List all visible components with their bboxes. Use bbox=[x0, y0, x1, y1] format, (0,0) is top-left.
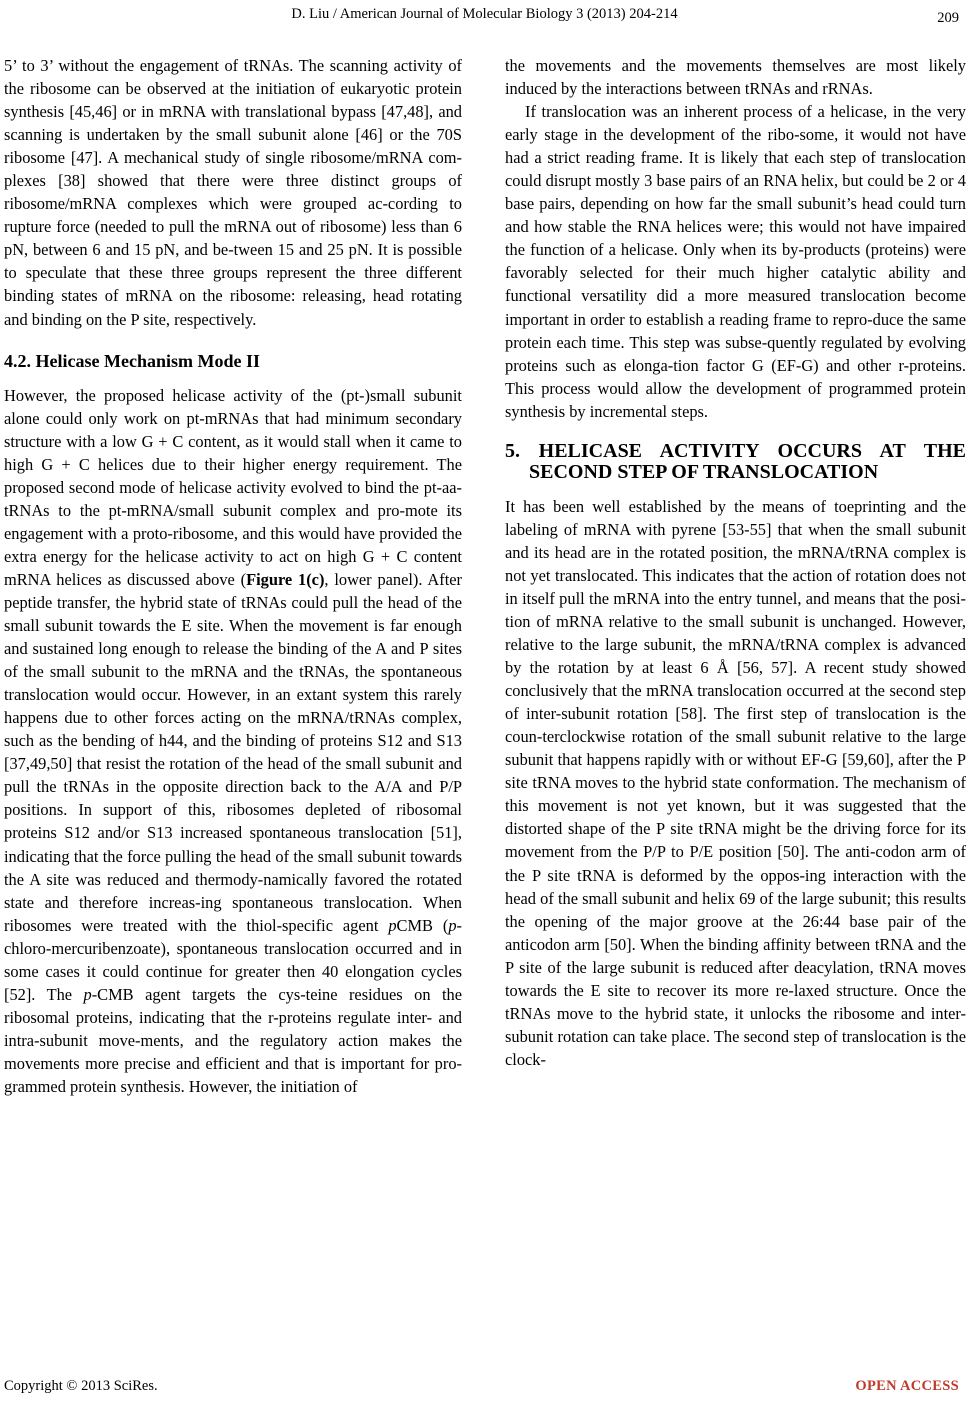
running-title: D. Liu / American Journal of Molecular Biology 3 (2013) 204-214 bbox=[291, 6, 678, 22]
paragraph-translocation-helicase: If translocation was an inherent process of a helicase, in the very early stage in the development of the ribo-some, it would not have had a strict reading frame. It is likely that each step of translocation could disrupt mostly 3 base pairs of an RNA helix, but could be 2 or 4 base pairs, depending on how far the small subunit’s head could turn and how stable the RNA helices were; this would not have impaired the function of a helicase. Only when its by-products (proteins) were favorably selected for their much higher catalytic ability and functional versatility did a more measured translocation become important in order to establish a reading frame to repro-duce the same protein each time. This step was subse-quently regulated by evolving proteins such as elonga-tion factor G (EF-G) and other r-proteins. This process would allow the development of programmed protein synthesis by incremental steps. bbox=[505, 102, 966, 421]
paragraph-movements: the movements and the movements themselves are most likely induced by the interactions between tRNAs and rRNAs. bbox=[505, 56, 966, 99]
figure-reference[interactable]: Figure 1(c) bbox=[246, 569, 325, 589]
section-heading: 5. HELICASE ACTIVITY OCCURS AT THE SECOND STEP OF TRANSLOCATION bbox=[505, 439, 966, 483]
running-header bbox=[0, 6, 969, 28]
paragraph-helicase-mode-ii: However, the proposed helicase activity of the (pt-)small subunit alone could only work on pt-mRNAs that had minimum secondary structure with a low G + C content, as it would stall when it came to high G + C helices due to their higher energy requirement. The proposed second mode of helicase activity evolved to bind the pt-aa-tRNAs to the pt-mRNA/small subunit complex and pro-mote its engagement with a proto-ribosome, and this would have provided the extra energy for the helicase activity to act on high G + C content mRNA helices as discussed above (Figure 1(c), lower panel). After peptide transfer, the hybrid state of tRNAs could pull the head of the small subunit towards the E site. When the movement is far enough and sustained long enough to release the binding of the A and P sites of the small subunit to the mRNA and the tRNAs, the spontaneous translocation would occur. However, in an extant system this rarely happens due to other forces acting on the mRNA/tRNAs complex, such as the bending of h44, and the binding of proteins S12 and S13 [37,49,50] that resist the rotation of the head of the small subunit and pull the tRNAs in the opposite direction back to the A/A and P/P positions. In support of this, ribosomes depleted of ribosomal proteins S12 and/or S13 increased spontaneous translocation [51], indicating that the force pulling the head of the small subunit towards the A site was reduced and thermody-namically favored the rotated state and therefore increas-ing spontaneous translocation. When ribosomes were treated with the thiol-specific agent pCMB (p-chloro-mercuribenzoate), spontaneous translocation occurred and in some cases it could continue for greater then 40 elongation cycles [52]. The p-CMB agent targets the cys-teine residues on the ribosomal proteins, indicating that the r-proteins regulate inter- and intra-subunit move-ments, and the regulatory action makes the movements more precise and efficient and that is important for pro-grammed protein synthesis. However, the initiation of bbox=[4, 385, 462, 1096]
left-column bbox=[4, 54, 462, 1098]
page-footer bbox=[0, 1378, 969, 1402]
page-number: 209 bbox=[937, 10, 959, 26]
open-access-label: OPEN ACCESS bbox=[855, 1378, 959, 1394]
subsection-heading: 4.2. Helicase Mechanism Mode II bbox=[4, 350, 260, 371]
paragraph-scanning: 5’ to 3’ without the engagement of tRNAs. The scanning activity of the ribosome can be observed at the initiation of eukaryotic protein synthesis [45,46] or in mRNA with translational bypass [47,48], and scanning is undertaken by the small subunit alone [46] or the 70S ribosome [47]. A mechanical study of single ribosome/mRNA com-plexes [38] showed that there were three distinct groups of ribosome/mRNA complexes which were grouped ac-cording to rupture force (needed to pull the mRNA out of ribosome) less than 6 pN, between 6 and 15 pN, and be-tween 15 and 25 pN. It is possible to speculate that these three groups represent the three different binding states of mRNA on the ribosome: releasing, head rotating and binding on the P site, respectively. bbox=[4, 56, 462, 329]
copyright-notice: Copyright © 2013 SciRes. bbox=[4, 1378, 158, 1394]
right-column bbox=[505, 54, 966, 1071]
paragraph-second-step: It has been well established by the means of toeprinting and the labeling of mRNA with pyrene [53-55] that when the small subunit and its head are in the rotated position, the mRNA/tRNA complex is not yet translocated. This indicates that the action of rotation does not in itself pull the mRNA into the entry tunnel, and means that the posi-tion of mRNA relative to the small subunit is unchanged. However, relative to the large subunit, the mRNA/tRNA complex is advanced by the rotation by at least 6 Å [56, 57]. A recent study showed conclusively that the mRNA translocation occurred at the second step of inter-subunit rotation [58]. The first step of translocation is the coun-terclockwise rotation of the small subunit relative to the large subunit that happens rapidly with or without EF-G [59,60], after the P site tRNA moves to the hybrid state conformation. The mechanism of this movement is not yet known, but it was suggested that the distorted shape of the P site tRNA might be the driving force for its movement from the P/P to P/E position [50]. The anti-codon arm of the P site tRNA is deformed by the oppos-ing interaction with the head of the small subunit and helix 69 of the large subunit; this results the opening of the major groove at the 26:44 base pair of the anticodon arm [50]. When the binding affinity between tRNA and the P site of the large subunit is reduced after deacylation, tRNA moves towards the E site to recover its more re-laxed structure. Once the tRNAs move to the hybrid state, it unlocks the ribosome and inter-subunit rotation can take place. The second step of translocation is the clock- bbox=[505, 496, 966, 1069]
